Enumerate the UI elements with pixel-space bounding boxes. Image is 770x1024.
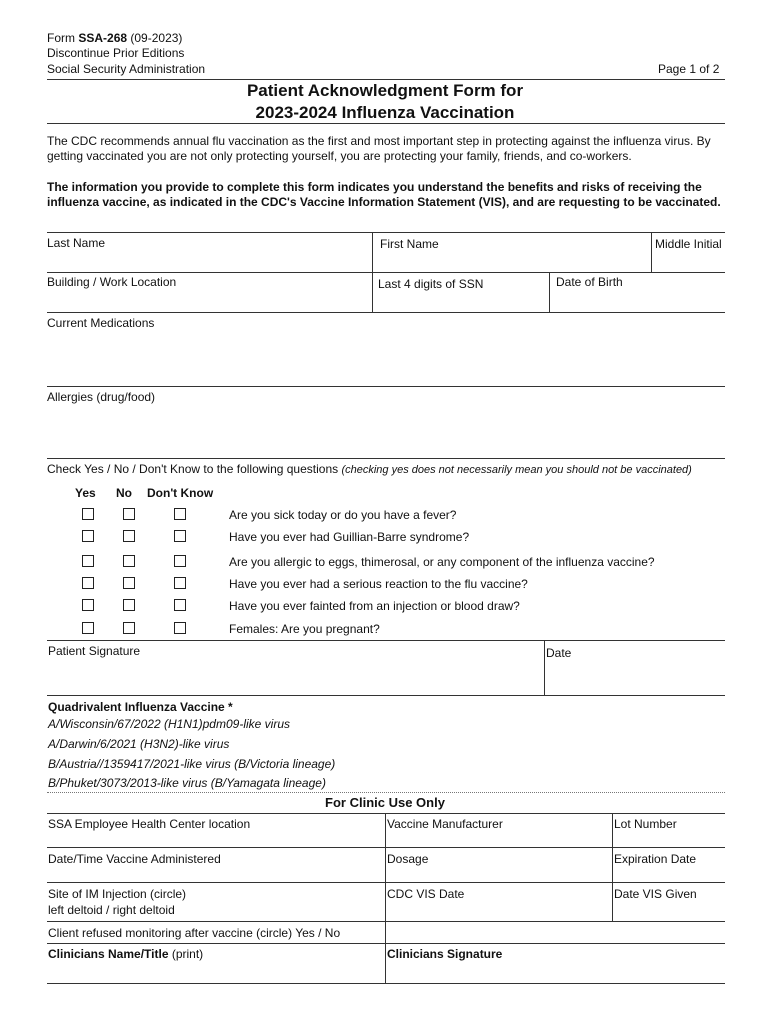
- vaccine-strain: B/Phuket/3073/2013-like virus (B/Yamagata lineage): [48, 776, 326, 790]
- clinic-rule: [47, 882, 725, 883]
- clinic-rule: [47, 847, 725, 848]
- date-of-birth-field[interactable]: Date of Birth: [556, 275, 623, 289]
- q5-yes-checkbox[interactable]: [82, 599, 94, 611]
- health-center-location-field[interactable]: SSA Employee Health Center location: [48, 817, 251, 831]
- form-title-line2: 2023-2024 Influenza Vaccination: [255, 103, 515, 122]
- q6-no-checkbox[interactable]: [123, 622, 135, 634]
- clinic-rule: [47, 943, 725, 944]
- q4-no-checkbox[interactable]: [123, 577, 135, 589]
- datetime-administered-field[interactable]: Date/Time Vaccine Administered: [48, 852, 221, 866]
- cdc-vis-date-field[interactable]: CDC VIS Date: [387, 887, 465, 901]
- column-dont-know-header: Don't Know: [147, 486, 214, 500]
- q5-no-checkbox[interactable]: [123, 599, 135, 611]
- grid-rule: [47, 232, 725, 233]
- title-rule: [47, 123, 725, 124]
- column-yes-header: Yes: [75, 486, 96, 500]
- question-1: Are you sick today or do you have a fever?: [229, 508, 457, 522]
- last-name-field[interactable]: Last Name: [47, 236, 106, 250]
- q1-yes-checkbox[interactable]: [82, 508, 94, 520]
- q2-no-checkbox[interactable]: [123, 530, 135, 542]
- grid-rule: [47, 272, 725, 273]
- q3-dont-know-checkbox[interactable]: [174, 555, 186, 567]
- question-4: Have you ever had a serious reaction to the flu vaccine?: [229, 577, 528, 591]
- expiration-date-field[interactable]: Expiration Date: [614, 852, 697, 866]
- allergies-field[interactable]: Allergies (drug/food): [47, 390, 156, 404]
- agency-name: Social Security Administration: [47, 62, 206, 76]
- patient-signature-field[interactable]: Patient Signature: [48, 644, 141, 658]
- vaccine-strain: A/Darwin/6/2021 (H3N2)-like virus: [48, 737, 230, 751]
- q4-yes-checkbox[interactable]: [82, 577, 94, 589]
- injection-site-field[interactable]: Site of IM Injection (circle): [48, 887, 187, 901]
- grid-divider: [549, 272, 550, 312]
- q1-dont-know-checkbox[interactable]: [174, 508, 186, 520]
- form-title-line1: Patient Acknowledgment Form for: [246, 81, 524, 100]
- column-no-header: No: [116, 486, 132, 500]
- signature-divider: [544, 640, 545, 695]
- refused-monitoring-field[interactable]: Client refused monitoring after vaccine (circle) Yes / No: [48, 926, 341, 940]
- signature-rule: [47, 695, 725, 696]
- form-number: Form SSA-268 (09-2023): [47, 31, 183, 45]
- q1-no-checkbox[interactable]: [123, 508, 135, 520]
- grid-rule: [47, 458, 725, 459]
- vaccine-manufacturer-field[interactable]: Vaccine Manufacturer: [387, 817, 503, 831]
- signature-date-field[interactable]: Date: [546, 646, 572, 660]
- vaccine-strain: B/Austria//1359417/2021-like virus (B/Victoria lineage): [48, 757, 336, 771]
- ssn-last4-field[interactable]: Last 4 digits of SSN: [378, 277, 484, 291]
- lot-number-field[interactable]: Lot Number: [614, 817, 677, 831]
- clinic-rule: [47, 983, 725, 984]
- q3-no-checkbox[interactable]: [123, 555, 135, 567]
- vis-given-date-field[interactable]: Date VIS Given: [614, 887, 697, 901]
- first-name-field[interactable]: First Name: [380, 237, 439, 251]
- question-5: Have you ever fainted from an injection or blood draw?: [229, 599, 520, 613]
- dosage-field[interactable]: Dosage: [387, 852, 429, 866]
- clinic-divider: [385, 813, 386, 983]
- clinic-rule: [47, 921, 725, 922]
- questions-instruction: Check Yes / No / Don't Know to the following questions (checking yes does not necessarily mean you should not be vaccinated): [47, 462, 692, 476]
- q6-yes-checkbox[interactable]: [82, 622, 94, 634]
- clinic-separator: [47, 792, 725, 793]
- building-location-field[interactable]: Building / Work Location: [47, 275, 177, 289]
- vaccine-heading: Quadrivalent Influenza Vaccine *: [48, 700, 233, 714]
- injection-site-options[interactable]: left deltoid / right deltoid: [48, 903, 175, 917]
- grid-divider: [651, 232, 652, 273]
- vaccine-strain: A/Wisconsin/67/2022 (H1N1)pdm09-like virus: [48, 717, 290, 731]
- intro-paragraph: The CDC recommends annual flu vaccination as the first and most important step in protecting against the influenza virus. By getting vaccinated you are not only protecting yourself, you are protecting your family, friends, and co-workers.: [47, 134, 711, 163]
- middle-initial-field[interactable]: Middle Initial: [655, 237, 722, 251]
- clinic-rule: [47, 813, 725, 814]
- q2-dont-know-checkbox[interactable]: [174, 530, 186, 542]
- clinician-name-field[interactable]: Clinicians Name/Title (print): [48, 947, 204, 961]
- discontinue-note: Discontinue Prior Editions: [47, 46, 185, 60]
- q5-dont-know-checkbox[interactable]: [174, 599, 186, 611]
- clinician-signature-field[interactable]: Clinicians Signature: [387, 947, 503, 961]
- current-medications-field[interactable]: Current Medications: [47, 316, 155, 330]
- signature-rule: [47, 640, 725, 641]
- q3-yes-checkbox[interactable]: [82, 555, 94, 567]
- question-3: Are you allergic to eggs, thimerosal, or any component of the influenza vaccine?: [229, 555, 655, 569]
- grid-rule: [47, 312, 725, 313]
- question-2: Have you ever had Guillian-Barre syndrome?: [229, 530, 470, 544]
- grid-rule: [47, 386, 725, 387]
- acknowledgment-statement: The information you provide to complete this form indicates you understand the benefits and risks of receiving the influenza vaccine, as indicated in the CDC's Vaccine Information Statement (VIS), and are requesting to be vaccinated.: [47, 180, 721, 209]
- page-number: Page 1 of 2: [658, 62, 720, 76]
- header-rule: [47, 79, 725, 80]
- clinic-heading: For Clinic Use Only: [325, 795, 445, 810]
- question-6: Females: Are you pregnant?: [229, 622, 380, 636]
- q6-dont-know-checkbox[interactable]: [174, 622, 186, 634]
- q2-yes-checkbox[interactable]: [82, 530, 94, 542]
- clinic-divider: [612, 813, 613, 921]
- q4-dont-know-checkbox[interactable]: [174, 577, 186, 589]
